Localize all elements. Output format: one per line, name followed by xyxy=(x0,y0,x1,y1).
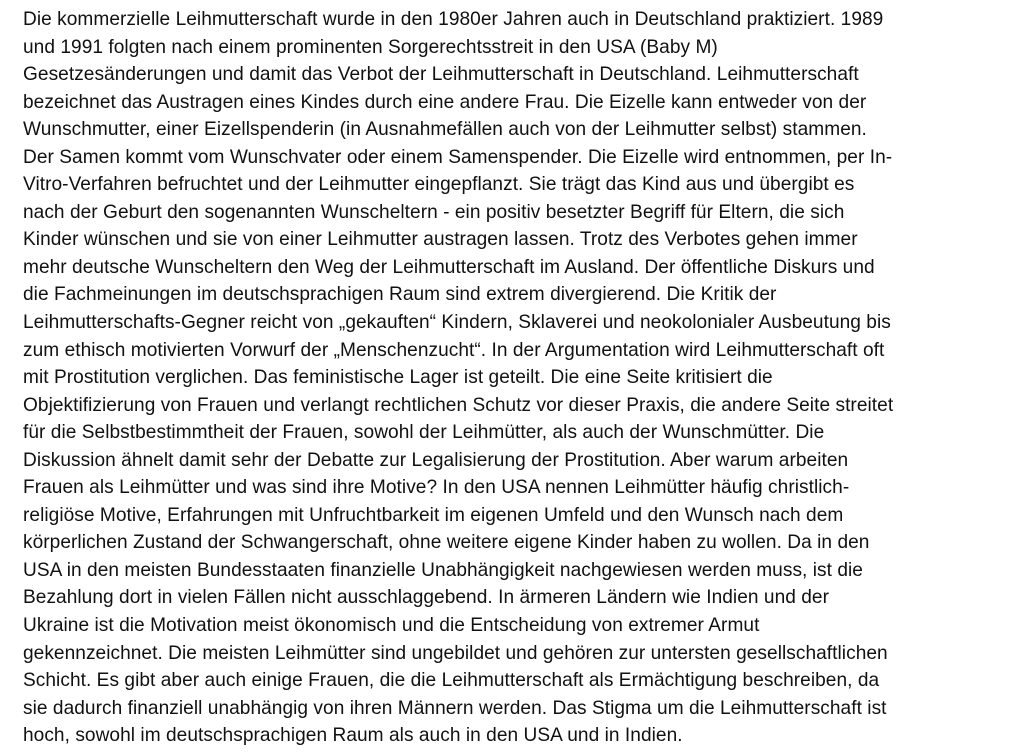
text-line: zum ethisch motivierten Vorwurf der „Menschenzucht“. In der Argumentation wird Leihmutterschaft oft xyxy=(23,339,885,361)
text-line: Ukraine ist die Motivation meist ökonomisch und die Entscheidung von extremer Armut xyxy=(23,615,760,637)
text-line: nach der Geburt den sogenannten Wunscheltern - ein positiv besetzter Begriff für Eltern, die sich xyxy=(23,201,845,223)
text-line: Leihmutterschafts-Gegner reicht von „gekauften“ Kindern, Sklaverei und neokolonialer Ausbeutung bis xyxy=(23,312,891,334)
text-line: bezeichnet das Austragen eines Kindes durch eine andere Frau. Die Eizelle kann entweder von der xyxy=(23,91,867,113)
text-line: Diskussion ähnelt damit sehr der Debatte zur Legalisierung der Prostitution. Aber warum arbeiten xyxy=(23,449,849,471)
text-line: Schicht. Es gibt aber auch einige Frauen, die die Leihmutterschaft als Ermächtigung beschreiben, da xyxy=(23,670,880,692)
text-line: Die kommerzielle Leihmutterschaft wurde in den 1980er Jahren auch in Deutschland praktiziert. 1989 xyxy=(23,9,884,30)
text-line: Frauen als Leihmütter und was sind ihre Motive? In den USA nennen Leihmütter häufig christlich- xyxy=(23,477,850,499)
text-line: Gesetzesänderungen und damit das Verbot der Leihmutterschaft in Deutschland. Leihmutterschaft xyxy=(23,64,859,86)
text-line: und 1991 folgten nach einem prominenten Sorgerechtsstreit in den USA (Baby M) xyxy=(23,36,718,58)
text-line: gekennzeichnet. Die meisten Leihmütter sind ungebildet und gehören zur untersten gesellschaftlichen xyxy=(23,642,888,664)
text-line: religiöse Motive, Erfahrungen mit Unfruchtbarkeit im eigenen Umfeld und den Wunsch nach dem xyxy=(23,504,844,526)
text-line: Vitro-Verfahren befruchtet und der Leihmutter eingepflanzt. Sie trägt das Kind aus und übergibt es xyxy=(23,174,855,196)
text-line: Kinder wünschen und sie von einer Leihmutter austragen lassen. Trotz des Verbotes gehen immer xyxy=(23,229,858,251)
text-line: Bezahlung dort in vielen Fällen nicht ausschlaggebend. In ärmeren Ländern wie Indien und der xyxy=(23,587,830,609)
text-line: sie dadurch finanziell unabhängig von ihren Männern werden. Das Stigma um die Leihmutterschaft ist xyxy=(23,697,887,719)
text-line: für die Selbstbestimmtheit der Frauen, sowohl der Leihmütter, als auch der Wunschmütter. Die xyxy=(23,422,825,444)
text-line: Objektifizierung von Frauen und verlangt rechtlichen Schutz vor dieser Praxis, die andere Seite streitet xyxy=(23,394,894,416)
text-line: Wunschmutter, einer Eizellspenderin (in Ausnahmefällen auch von der Leihmutter selbst) stammen. xyxy=(23,119,867,141)
document-page xyxy=(23,6,1008,750)
text-line: Der Samen kommt vom Wunschvater oder einem Samenspender. Die Eizelle wird entnommen, per In- xyxy=(23,146,893,168)
text-line: die Fachmeinungen im deutschsprachigen Raum sind extrem divergierend. Die Kritik der xyxy=(23,284,777,306)
text-line: mehr deutsche Wunscheltern den Weg der Leihmutterschaft im Ausland. Der öffentliche Diskurs und xyxy=(23,256,875,278)
text-line: USA in den meisten Bundesstaaten finanzielle Unabhängigkeit nachgewiesen werden muss, ist die xyxy=(23,559,863,581)
text-line: hoch, sowohl im deutschsprachigen Raum als auch in den USA und in Indien. xyxy=(23,725,683,747)
text-line: körperlichen Zustand der Schwangerschaft, ohne weitere eigene Kinder haben zu wollen. Da in den xyxy=(23,532,870,554)
text-line: mit Prostitution verglichen. Das feministische Lager ist geteilt. Die eine Seite kritisiert die xyxy=(23,367,773,389)
body-paragraph xyxy=(23,6,1008,750)
